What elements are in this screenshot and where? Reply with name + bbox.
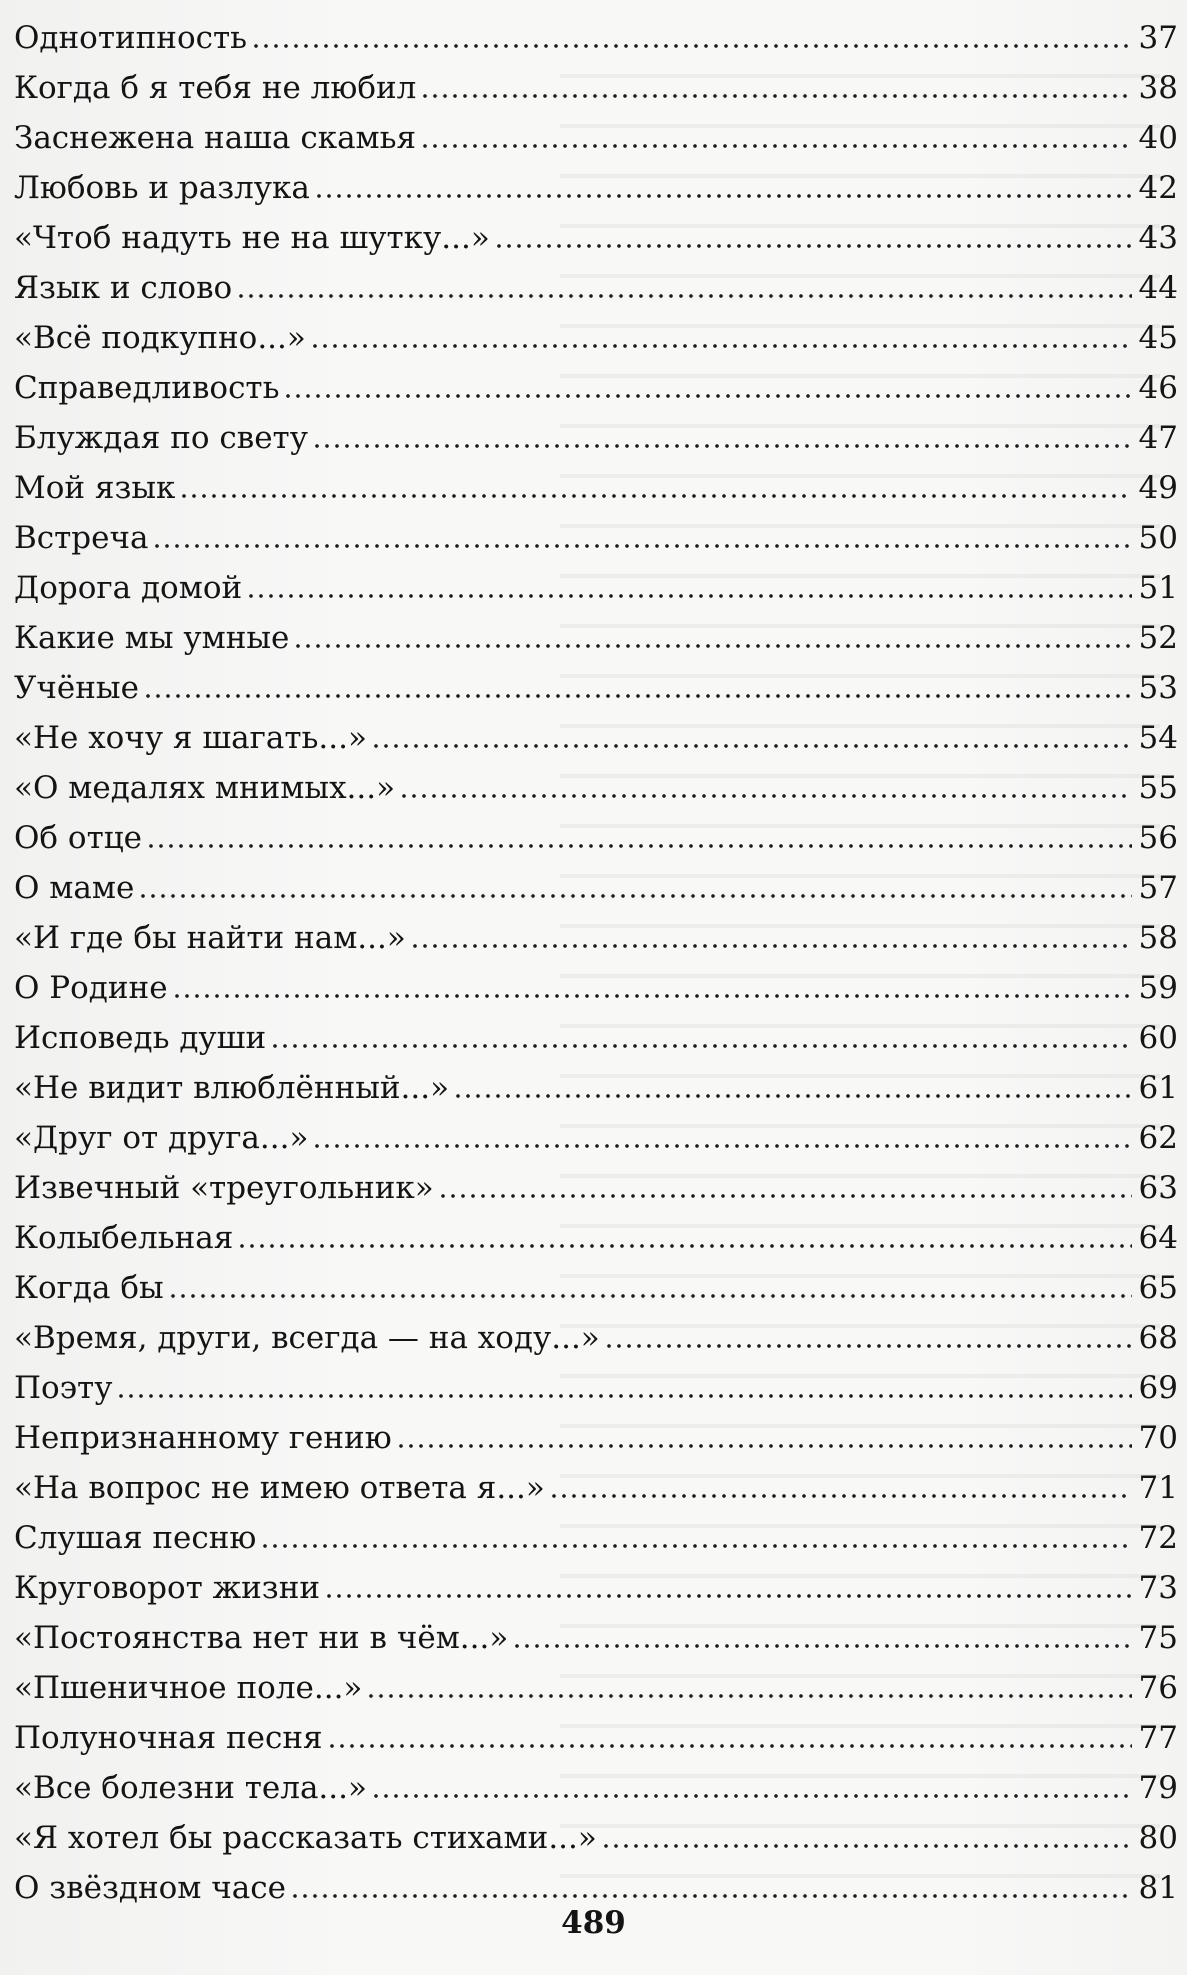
- toc-entry-page: 52: [1138, 620, 1178, 656]
- dot-leader: [512, 1643, 1132, 1649]
- toc-entry-title: «Постоянства нет ни в чём...»: [14, 1620, 509, 1656]
- dot-leader: [168, 1293, 1132, 1299]
- toc-entry-title: «Чтоб надуть не на шутку...»: [14, 220, 490, 256]
- dot-leader: [604, 1343, 1132, 1349]
- dot-leader: [312, 1143, 1132, 1149]
- toc-entry-title: Встреча: [14, 520, 149, 556]
- toc-entry-page: 56: [1138, 820, 1178, 856]
- toc-entry-title: «Пшеничное поле...»: [14, 1670, 363, 1706]
- toc-entry-page: 40: [1138, 120, 1178, 156]
- dot-leader: [293, 643, 1132, 649]
- toc-entry: [14, 1258, 1182, 1308]
- table-of-contents: [14, 8, 1182, 1908]
- toc-entry: [14, 1108, 1182, 1158]
- toc-entry-title: Язык и слово: [14, 270, 233, 306]
- dot-leader: [420, 143, 1132, 149]
- toc-entry: [14, 458, 1182, 508]
- toc-entry-title: Когда б я тебя не любил: [14, 70, 417, 106]
- toc-entry-title: «На вопрос не имею ответа я...»: [14, 1470, 545, 1506]
- dot-leader: [438, 1193, 1132, 1199]
- toc-entry-page: 70: [1138, 1420, 1178, 1456]
- toc-entry: [14, 1558, 1182, 1608]
- dot-leader: [283, 393, 1132, 399]
- toc-entry-page: 72: [1138, 1520, 1178, 1556]
- toc-entry-page: 51: [1138, 570, 1178, 606]
- dot-leader: [453, 1093, 1132, 1099]
- toc-entry-page: 81: [1138, 1870, 1178, 1906]
- toc-entry-page: 59: [1138, 970, 1178, 1006]
- toc-entry-page: 44: [1138, 270, 1178, 306]
- toc-entry: [14, 258, 1182, 308]
- toc-entry-page: 55: [1138, 770, 1178, 806]
- dot-leader: [371, 743, 1132, 749]
- toc-entry-title: Полуночная песня: [14, 1720, 323, 1756]
- dot-leader: [172, 993, 1132, 999]
- toc-entry: [14, 658, 1182, 708]
- toc-entry: [14, 1358, 1182, 1408]
- toc-entry: [14, 1808, 1182, 1858]
- toc-entry-title: Однотипность: [14, 20, 248, 56]
- toc-entry-title: «И где бы найти нам...»: [14, 920, 406, 956]
- dot-leader: [314, 193, 1132, 199]
- toc-entry-page: 49: [1138, 470, 1178, 506]
- toc-entry: [14, 58, 1182, 108]
- toc-entry-page: 42: [1138, 170, 1178, 206]
- toc-entry: [14, 1208, 1182, 1258]
- toc-entry-title: Справедливость: [14, 370, 280, 406]
- dot-leader: [396, 1443, 1132, 1449]
- toc-entry: [14, 1458, 1182, 1508]
- dot-leader: [410, 943, 1132, 949]
- toc-entry-title: Колыбельная: [14, 1220, 234, 1256]
- toc-entry: [14, 1308, 1182, 1358]
- toc-entry: [14, 558, 1182, 608]
- toc-entry-title: Круговорот жизни: [14, 1570, 321, 1606]
- toc-entry: [14, 1708, 1182, 1758]
- dot-leader: [237, 1243, 1132, 1249]
- toc-entry-page: 53: [1138, 670, 1178, 706]
- dot-leader: [236, 293, 1132, 299]
- toc-entry: [14, 358, 1182, 408]
- toc-entry-title: Непризнанному гению: [14, 1420, 392, 1456]
- dot-leader: [310, 343, 1132, 349]
- dot-leader: [138, 893, 1132, 899]
- dot-leader: [179, 493, 1132, 499]
- toc-entry-page: 50: [1138, 520, 1178, 556]
- toc-entry-page: 54: [1138, 720, 1178, 756]
- toc-entry: [14, 1658, 1182, 1708]
- toc-entry: [14, 508, 1182, 558]
- dot-leader: [312, 443, 1132, 449]
- toc-entry-page: 57: [1138, 870, 1178, 906]
- toc-entry-page: 61: [1138, 1070, 1178, 1106]
- toc-entry-page: 37: [1138, 20, 1178, 56]
- toc-entry-title: Слушая песню: [14, 1520, 257, 1556]
- dot-leader: [549, 1493, 1132, 1499]
- toc-entry-page: 75: [1138, 1620, 1178, 1656]
- toc-entry-title: «Я хотел бы рассказать стихами...»: [14, 1820, 597, 1856]
- toc-entry-title: Об отце: [14, 820, 143, 856]
- toc-entry: [14, 208, 1182, 258]
- toc-entry-page: 68: [1138, 1320, 1178, 1356]
- toc-entry-page: 63: [1138, 1170, 1178, 1206]
- dot-leader: [420, 93, 1132, 99]
- toc-entry-title: О звёздном часе: [14, 1870, 286, 1906]
- toc-entry-title: Извечный «треугольник»: [14, 1170, 434, 1206]
- toc-entry: [14, 1408, 1182, 1458]
- toc-entry: [14, 1758, 1182, 1808]
- dot-leader: [290, 1893, 1132, 1899]
- toc-entry: [14, 858, 1182, 908]
- dot-leader: [251, 43, 1132, 49]
- toc-entry-page: 64: [1138, 1220, 1178, 1256]
- toc-entry: [14, 708, 1182, 758]
- dot-leader: [494, 243, 1132, 249]
- toc-entry-page: 73: [1138, 1570, 1178, 1606]
- toc-entry-title: «Друг от друга...»: [14, 1120, 309, 1156]
- toc-entry-page: 38: [1138, 70, 1178, 106]
- toc-entry-title: Блуждая по свету: [14, 420, 308, 456]
- toc-entry-page: 79: [1138, 1770, 1178, 1806]
- dot-leader: [324, 1593, 1132, 1599]
- toc-entry: [14, 758, 1182, 808]
- toc-entry-page: 43: [1138, 220, 1178, 256]
- toc-entry-page: 46: [1138, 370, 1178, 406]
- dot-leader: [143, 693, 1132, 699]
- dot-leader: [270, 1043, 1132, 1049]
- dot-leader: [366, 1693, 1132, 1699]
- toc-entry-page: 71: [1138, 1470, 1178, 1506]
- toc-entry: [14, 1508, 1182, 1558]
- toc-entry-page: 45: [1138, 320, 1178, 356]
- toc-entry-title: Мой язык: [14, 470, 176, 506]
- toc-entry: [14, 408, 1182, 458]
- toc-entry: [14, 8, 1182, 58]
- toc-entry: [14, 1608, 1182, 1658]
- toc-entry-title: «Время, други, всегда — на ходу...»: [14, 1320, 600, 1356]
- dot-leader: [152, 543, 1132, 549]
- toc-entry-title: Любовь и разлука: [14, 170, 310, 206]
- toc-entry: [14, 1008, 1182, 1058]
- toc-entry: [14, 908, 1182, 958]
- toc-entry-page: 60: [1138, 1020, 1178, 1056]
- toc-entry-title: «Не хочу я шагать...»: [14, 720, 367, 756]
- toc-entry-title: Заснежена наша скамья: [14, 120, 417, 156]
- toc-entry: [14, 308, 1182, 358]
- toc-entry: [14, 158, 1182, 208]
- dot-leader: [399, 793, 1132, 799]
- toc-entry-title: Исповедь души: [14, 1020, 267, 1056]
- toc-entry-page: 77: [1138, 1720, 1178, 1756]
- toc-entry: [14, 1858, 1182, 1908]
- toc-entry: [14, 808, 1182, 858]
- toc-entry-title: О Родине: [14, 970, 168, 1006]
- dot-leader: [601, 1843, 1132, 1849]
- toc-entry: [14, 958, 1182, 1008]
- toc-entry: [14, 1058, 1182, 1108]
- toc-entry-title: Когда бы: [14, 1270, 164, 1306]
- toc-entry-page: 80: [1138, 1820, 1178, 1856]
- toc-entry-page: 65: [1138, 1270, 1178, 1306]
- toc-entry-page: 69: [1138, 1370, 1178, 1406]
- dot-leader: [146, 843, 1132, 849]
- toc-entry: [14, 108, 1182, 158]
- toc-entry-title: Поэту: [14, 1370, 113, 1406]
- dot-leader: [327, 1743, 1132, 1749]
- toc-entry-title: О маме: [14, 870, 135, 906]
- page-number: 489: [561, 1905, 626, 1941]
- toc-entry-title: Дорога домой: [14, 570, 243, 606]
- toc-entry-title: «О медалях мнимых...»: [14, 770, 396, 806]
- toc-entry-title: «Все болезни тела...»: [14, 1770, 367, 1806]
- toc-entry-page: 62: [1138, 1120, 1178, 1156]
- toc-entry-page: 58: [1138, 920, 1178, 956]
- toc-entry-page: 47: [1138, 420, 1178, 456]
- toc-entry-title: Какие мы умные: [14, 620, 290, 656]
- dot-leader: [116, 1393, 1132, 1399]
- toc-entry: [14, 608, 1182, 658]
- dot-leader: [246, 593, 1132, 599]
- toc-entry-title: Учёные: [14, 670, 139, 706]
- toc-entry-page: 76: [1138, 1670, 1178, 1706]
- dot-leader: [260, 1543, 1132, 1549]
- toc-entry: [14, 1158, 1182, 1208]
- dot-leader: [371, 1793, 1132, 1799]
- toc-entry-title: «Не видит влюблённый...»: [14, 1070, 450, 1106]
- toc-entry-title: «Всё подкупно...»: [14, 320, 306, 356]
